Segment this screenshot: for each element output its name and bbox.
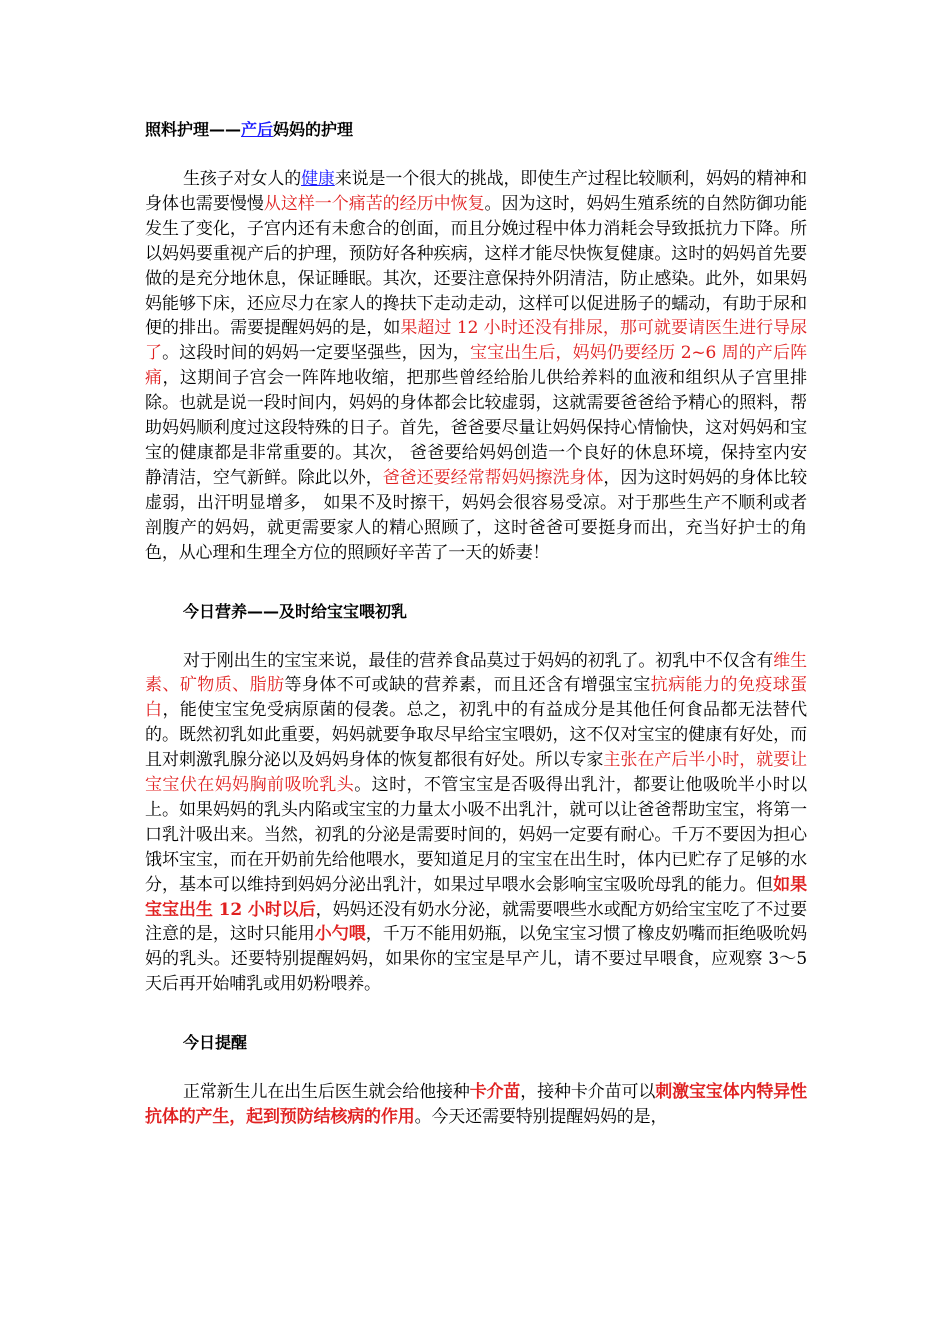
highlight-text: 从这样一个痛苦的经历中恢复 [263,193,485,214]
text-run: ，妈妈还没有奶水分泌，就需要喂些水或配方奶给宝宝吃了不过要注意的是，这时只能用 [145,899,807,945]
text-run: 对于刚出生的宝宝来说，最佳的营养食品莫过于妈妈的初乳了。初乳中不仅含有 [183,650,774,671]
text-run: 。这段时间的妈妈一定要坚强些，因为， [162,343,470,364]
section-nutrition-title: 今日营养——及时给宝宝喂初乳 [183,601,408,621]
highlight-text: 抗病能力的免疫球蛋白 [145,675,807,721]
document-page [145,118,807,1130]
text-run: 。今天还需要特别提醒妈妈的是， [414,1107,668,1128]
text-run: 正常新生儿在出生后医生就会给他接种 [183,1082,470,1103]
text-run: 。这时，不管宝宝是否吸得出乳汁，都要让他吸吮半小时以上。如果妈妈的乳头内陷或宝宝的力量太小吸不出乳汁，就可以让爸爸帮助宝宝，将第一口乳汁吸出来。当然，初乳的分泌是需要时间的，妈妈一定要有耐心。千万不要因为担心饿坏宝宝，而在开奶前先给他喂水，要知道足月的宝宝在出生时，体内已贮存了足够的水分，基本可以维持到妈妈分泌出乳汁，如果过早喂水会影响宝宝吸吮母乳的能力。但 [145,775,807,895]
title-text: 妈妈的护理 [273,120,354,139]
highlight-text: 刺激宝宝体内特异性抗体的产生，起到预防结核病的作用 [145,1082,807,1128]
text-run: ，接种卡介苗可以 [520,1082,656,1103]
highlight-text: 主张在产后半小时，就要让宝宝伏在妈妈胸前吸吮乳头 [145,750,807,796]
highlight-text: 卡介苗 [469,1082,521,1103]
title-text: 照料护理—— [145,120,242,139]
section-care-title [145,118,807,142]
text-run: ，这期间子宫会一阵阵地收缩，把那些曾经给胎儿供给养料的血液和组织从子宫里排除。也就是说一段时间内，妈妈的身体都会比较虚弱，这就需要爸爸给予精心的照料，帮助妈妈顺利度过这段特殊的日子。首先，爸爸要尽量让妈妈保持心情愉快，这对妈妈和宝宝的健康都是非常重要的。其次， 爸爸要给妈妈创造一个良好的休息环境，保持室内安静清洁，空气新鲜。除此以外， [145,368,807,488]
text-run: ，千万不能用奶瓶，以免宝宝习惯了橡皮奶嘴而拒绝吸吮妈妈的乳头。还要特别提醒妈妈，如果你的宝宝是早产儿，请不要过早喂食，应观察 3～5 天后再开始哺乳或用奶粉喂养。 [145,924,807,995]
text-run: ，能使宝宝免受病原菌的侵袭。总之，初乳中的有益成分是其他任何食品都无法替代的。既然初乳如此重要，妈妈就要争取尽早给宝宝喂奶，这不仅对宝宝的健康有好处，而且对刺激乳腺分泌以及妈妈身体的恢复都很有好处。所以专家 [145,700,807,771]
section-reminder-title: 今日提醒 [183,1033,248,1053]
highlight-text: 爸爸还要经常帮妈妈擦洗身体 [382,467,604,488]
highlight-text: 维生素、矿物质、脂肪 [145,650,807,696]
text-run: 。因为这时，妈妈生殖系统的自然防御功能发生了变化，子宫内还有未愈合的创面，而且分娩过程中体力消耗会导致抵抗力下降。所以妈妈要重视产后的护理，预防好各种疾病，这样才能尽快恢复健康。这时的妈妈首先要做的是充分地休息，保证睡眠。其次，还要注意保持外阴清洁，防止感染。此外，如果妈妈能够下床，还应尽力在家人的搀扶下走动走动，这样可以促进肠子的蠕动，有助于尿和便的排出。需要提醒妈妈的是，如 [145,193,807,339]
postpartum-link[interactable]: 产后 [241,120,274,139]
highlight-text: 小勺喂 [314,924,366,945]
text-run: 等身体不可或缺的营养素，而且还含有增强宝宝 [284,675,651,696]
text-run: 来说是一个很大的挑战，即使生产过程比较顺利，妈妈的精神和身体也需要慢慢 [145,169,807,214]
highlight-text: 果超过 12 小时还没有排尿，那可就要请医生进行导尿了 [145,318,808,364]
care-paragraph [145,167,807,566]
text-run: 生孩子对女人的 [183,169,302,189]
highlight-text: 宝宝出生后，妈妈仍要经历 2~6 周的产后阵痛 [145,343,807,389]
nutrition-paragraph [145,649,807,998]
reminder-paragraph [145,1080,807,1130]
health-link[interactable]: 健康 [301,169,335,189]
highlight-text: 如果宝宝出生 12 小时以后 [145,874,807,920]
text-run: ，因为这时妈妈的身体比较虚弱，出汗明显增多， 如果不及时擦干，妈妈会很容易受凉。对于那些生产不顺利或者剖腹产的妈妈，就更需要家人的精心照顾了，这时爸爸可要挺身而出，充当好护士的角色，从心理和生理全方位的照顾好辛苦了一天的娇妻！ [145,467,807,563]
